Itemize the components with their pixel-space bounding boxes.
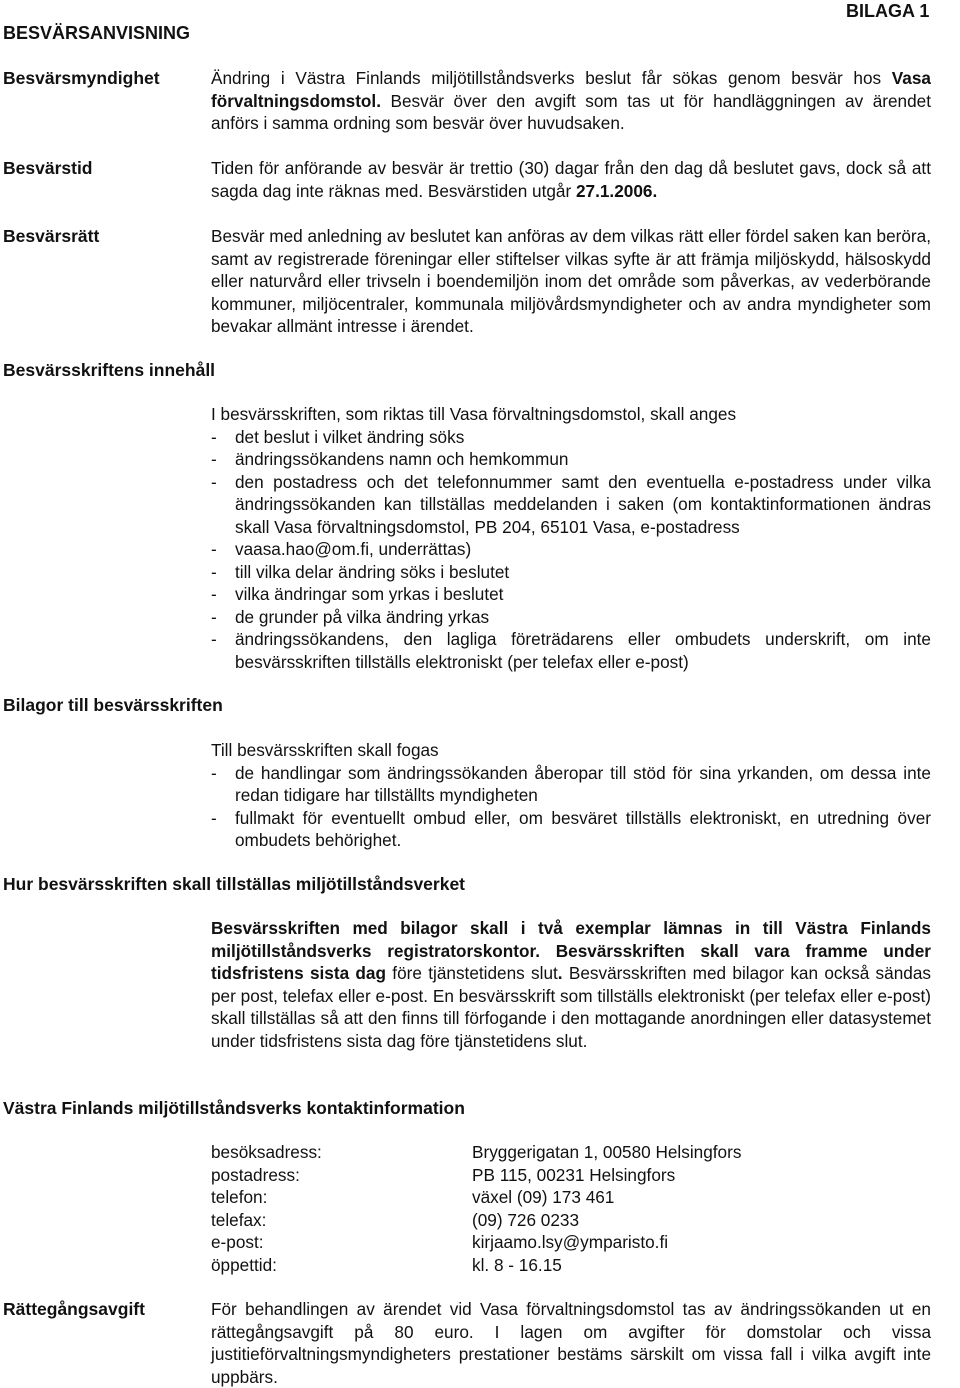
section-text-tillstallas: Besvärsskriften med bilagor skall i två exemplar lämnas in till Västra Finlands miljötillståndsverks registratorskontor. Besvärsskriften skall vara framme under tidsfristens sista dag före tjänstetidens slut. Besvärsskriften med bilagor kan också sändas per post, telefax eller e-post. En besvärsskrift som tillställs elektroniskt (per telefax eller e-post) skall tillställas så att den finns till förfogande i den mottagande anordningen eller datasystemet under tidsfristens sista dag före tjänstetidens slut. bbox=[211, 918, 931, 1051]
contact-row: besöksadress: Bryggerigatan 1, 00580 Helsingfors bbox=[211, 1142, 742, 1162]
contact-table bbox=[211, 1141, 931, 1276]
list-item: - de handlingar som ändringssökanden åberopar till stöd för sina yrkanden, om dessa inte redan tidigare har tillställts myndigheten bbox=[211, 762, 931, 805]
contact-row: telefon: växel (09) 173 461 bbox=[211, 1187, 615, 1207]
list-item: - till vilka delar ändring söks i beslutet bbox=[211, 561, 510, 582]
contact-row: öppettid: kl. 8 - 16.15 bbox=[211, 1254, 562, 1275]
list-item: - den postadress och det telefonnummer samt den eventuella e-postadress under vilka ändringssökanden kan tillställas meddelanden i saken (om kontaktinformationen ändras skall Vasa förvaltningsdomstol, PB 204, 65101 Vasa, e-postadress bbox=[211, 471, 931, 537]
list-item: - vaasa.hao@om.fi, underrättas) bbox=[211, 539, 472, 559]
section-text-ratt: Besvär med anledning av beslutet kan anföras av dem vilkas rätt eller fördel saken kan beröra, samt av registrerade föreningar eller stiftelser vilkas syfte är att främja miljöskydd, hälsoskydd eller naturvård eller trivseln i boendemiljön inom det område som påverkas, av vederbörande kommuner, miljöcentraler, kommunala miljövårdsmyndigheter och av andra myndigheter som bevakar allmänt intresse i ärendet. bbox=[211, 226, 931, 336]
bilagor-list bbox=[211, 762, 931, 852]
email-address: kirjaamo.lsy@ymparisto.fi bbox=[472, 1232, 669, 1252]
section-label-tid: Besvärstid bbox=[3, 158, 93, 178]
section-text-tid: Tiden för anförande av besvär är trettio (30) dagar från den dag då beslutet gavs, dock så att sagda dag inte räknas med. Besvärstiden utgår 27.1.2006. bbox=[211, 158, 931, 201]
list-item: - ändringssökandens namn och hemkommun bbox=[211, 449, 569, 469]
section-label-innehall: Besvärsskriftens innehåll bbox=[3, 360, 216, 380]
section-label-myndighet: Besvärsmyndighet bbox=[3, 68, 160, 88]
list-item: - det beslut i vilket ändring söks bbox=[211, 426, 465, 447]
innehall-intro: I besvärsskriften, som riktas till Vasa förvaltningsdomstol, skall anges bbox=[211, 404, 737, 424]
contact-row: telefax: (09) 726 0233 bbox=[211, 1209, 580, 1230]
section-label-kontakt: Västra Finlands miljötillståndsverks kontaktinformation bbox=[3, 1098, 465, 1118]
contact-row: e-post: kirjaamo.lsy@ymparisto.fi bbox=[211, 1232, 669, 1252]
list-item: - vilka ändringar som yrkas i beslutet bbox=[211, 584, 504, 604]
list-item: - de grunder på vilka ändring yrkas bbox=[211, 606, 490, 627]
section-label-avgift: Rättegångsavgift bbox=[3, 1299, 145, 1319]
list-item: - ändringssökandens, den lagliga företrädarens eller ombudets underskrift, om inte besvärsskriften tillställs elektroniskt (per telefax eller e-post) bbox=[211, 629, 931, 672]
section-text-innehall bbox=[211, 403, 931, 673]
attachment-label: BILAGA 1 bbox=[846, 1, 930, 21]
section-label-bilagor: Bilagor till besvärsskriften bbox=[3, 695, 223, 715]
section-text-bilagor bbox=[211, 739, 931, 852]
section-text-avgift: För behandlingen av ärendet vid Vasa förvaltningsdomstol tas av ändringssökanden ut en rättegångsavgift på 80 euro. I lagen om avgifter för domstolar och vissa justitieförvaltningsmyndigheters prestationer bestäms särskilt om vissa fall i vilka avgift inte uppbärs. bbox=[211, 1299, 931, 1387]
section-label-tillstallas: Hur besvärsskriften skall tillställas miljötillståndsverket bbox=[3, 874, 466, 894]
section-label-ratt: Besvärsrätt bbox=[3, 226, 100, 246]
contact-row: postadress: PB 115, 00231 Helsingfors bbox=[211, 1164, 676, 1185]
list-item: - fullmakt för eventuellt ombud eller, om besväret tillställs elektroniskt, en utredning över ombudets behörighet. bbox=[211, 807, 931, 850]
page-title: BESVÄRSANVISNING bbox=[3, 23, 191, 43]
innehall-list bbox=[211, 426, 931, 674]
bilagor-intro: Till besvärsskriften skall fogas bbox=[211, 740, 439, 760]
section-text-myndighet: Ändring i Västra Finlands miljötillståndsverks beslut får sökas genom besvär hos Vasa förvaltningsdomstol. Besvär över den avgift som tas ut för handläggningen av ärendet anförs i samma ordning som besvär över huvudsaken. bbox=[211, 68, 931, 133]
